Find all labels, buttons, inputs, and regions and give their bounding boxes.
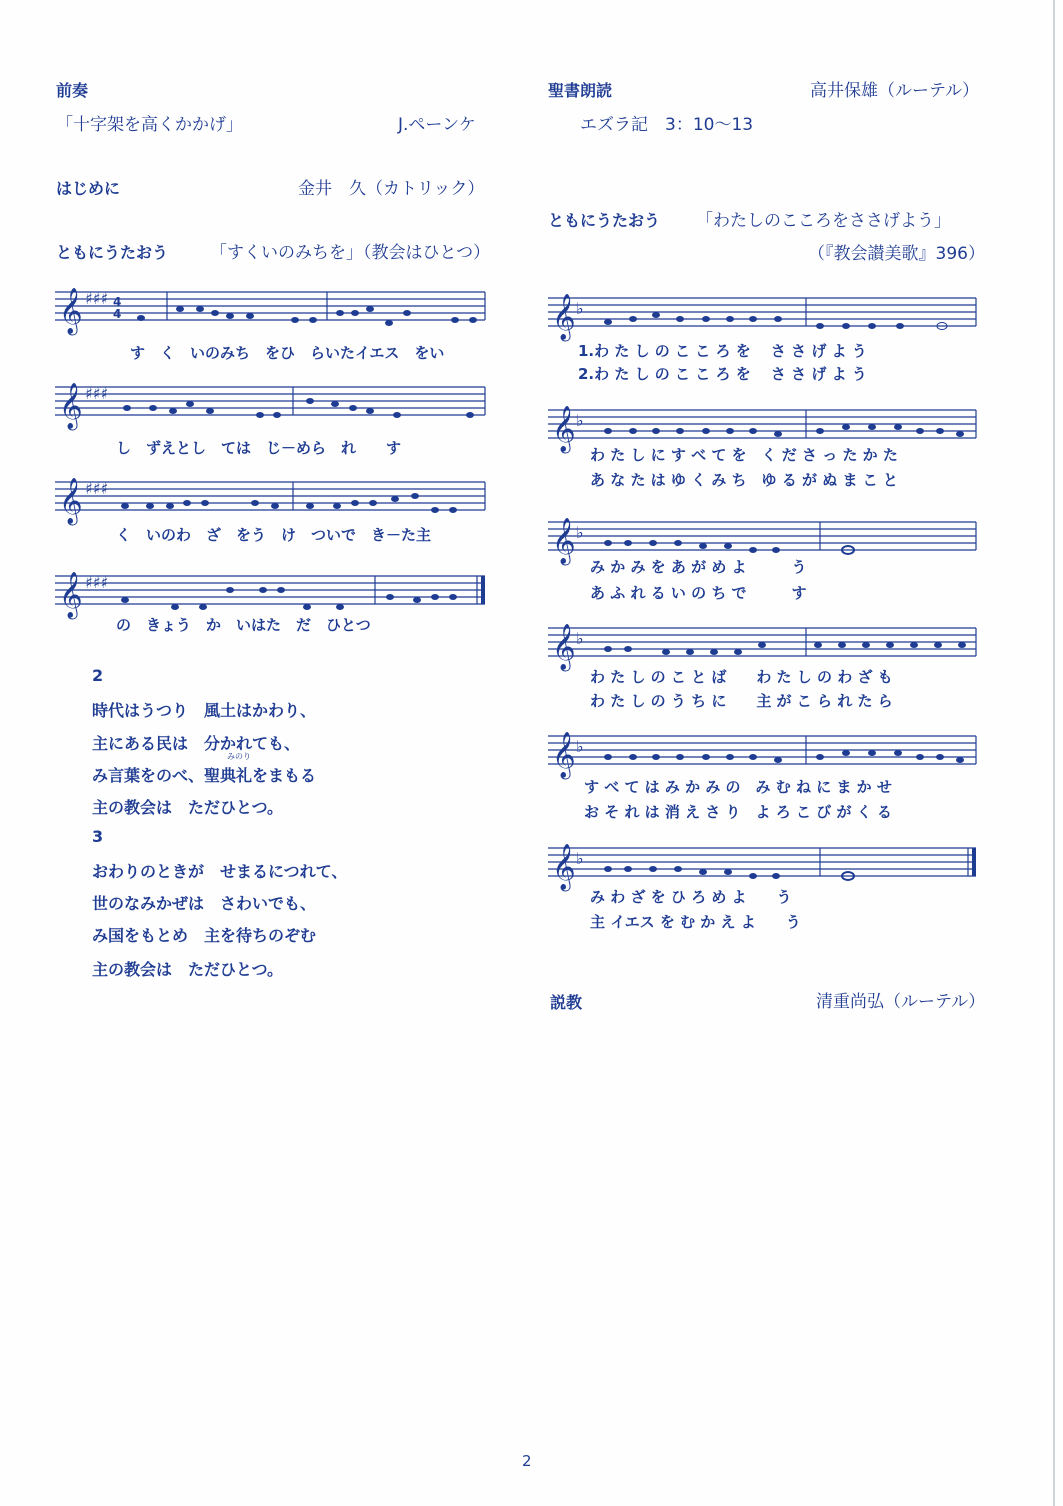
reading-passage: エズラ記 3：10～13 <box>580 115 754 135</box>
svg-text:♭: ♭ <box>576 737 584 756</box>
svg-text:𝄞: 𝄞 <box>59 478 83 524</box>
left-lyric-1: す く いのみち をひ らいたイエス をい <box>130 344 445 362</box>
right-lyric-6b: 主 イエス を む か え よ う <box>590 913 801 931</box>
svg-text:♯♯♯: ♯♯♯ <box>85 573 109 592</box>
sermon-heading: 説教 <box>550 993 583 1012</box>
left-lyric-3: く いのわ ざ をう け ついで き－た主 <box>116 526 432 544</box>
right-lyric-4a: わ た し の こ と ば わ た し の わ ざ も <box>590 668 893 686</box>
svg-text:4: 4 <box>113 295 122 309</box>
svg-text:♭: ♭ <box>576 411 584 430</box>
hymn1-title: 「すくいのみちを」（教会はひとつ） <box>210 243 491 263</box>
svg-text:♯♯♯: ♯♯♯ <box>85 384 109 403</box>
svg-text:♭: ♭ <box>576 629 584 648</box>
right-lyric-1b: 2.わ た し の こ こ ろ を さ さ げ よ う <box>578 365 867 383</box>
left-staff-4 <box>55 562 495 622</box>
right-staff-6 <box>548 834 984 894</box>
right-lyric-4b: わ た し の う ち に 主 が こ ら れ た ら <box>590 692 893 710</box>
verse-2-line-4: 主の教会は ただひとつ。 <box>92 798 284 817</box>
right-lyric-5a: す べ て は み か み の み む ね に ま か せ <box>584 778 892 796</box>
right-staff-5 <box>548 722 984 782</box>
svg-text:𝄞: 𝄞 <box>552 844 576 890</box>
verse-2-number: 2 <box>92 666 104 685</box>
verse-3-line-1: おわりのときが せまるにつれて、 <box>92 862 348 881</box>
page-edge <box>1053 0 1055 1506</box>
hymn1-heading: ともにうたおう <box>56 243 169 262</box>
hymn2-title: 「わたしのこころをささげよう」 <box>696 211 951 231</box>
right-lyric-6a: み わ ざ を ひ ろ め よ う <box>590 888 792 906</box>
prelude-heading: 前奏 <box>56 81 89 100</box>
right-staff-4 <box>548 614 984 674</box>
verse-3-line-2: 世のなみかぜは さわいでも、 <box>92 894 317 913</box>
verse-3-line-3: み国をもとめ 主を待ちのぞむ <box>92 926 317 945</box>
svg-text:♭: ♭ <box>576 299 584 318</box>
left-staff-2 <box>55 373 495 433</box>
page-number: 2 <box>522 1452 532 1470</box>
right-lyric-2b: あ な た は ゆ く み ち ゆ る が ぬ ま こ と <box>590 471 898 489</box>
intro-person: 金井 久（カトリック） <box>298 179 485 199</box>
reading-person: 高井保雄（ルーテル） <box>810 81 980 101</box>
left-staff-1 <box>55 278 495 338</box>
svg-text:♭: ♭ <box>576 849 584 868</box>
prelude-composer: J.ペーンケ <box>398 115 476 135</box>
left-lyric-4: の きょう か いはた だ ひとつ <box>116 616 371 634</box>
svg-text:𝄞: 𝄞 <box>552 732 576 778</box>
verse-2-line-3: み言葉をのべ、聖典礼をまもる <box>92 766 317 785</box>
left-lyric-2: し ずえとし ては じ－めら れ す <box>116 439 402 457</box>
svg-text:𝄞: 𝄞 <box>552 518 576 564</box>
svg-text:4: 4 <box>113 307 122 321</box>
svg-text:𝄞: 𝄞 <box>552 406 576 452</box>
right-lyric-2a: わ た し に す べ て を く だ さ っ た か た <box>590 446 898 464</box>
svg-text:𝄞: 𝄞 <box>59 572 83 618</box>
left-staff-3 <box>55 468 495 528</box>
verse-3-number: 3 <box>92 827 104 846</box>
verse-2-line-2: 主にある民は 分かれても、 <box>92 734 301 753</box>
hymn2-heading: ともにうたおう <box>548 211 661 230</box>
reading-heading: 聖書朗読 <box>548 81 613 100</box>
svg-text:♯♯♯: ♯♯♯ <box>85 289 109 308</box>
right-lyric-1a: 1.わ た し の こ こ ろ を さ さ げ よ う <box>578 342 867 360</box>
sermon-person: 清重尚弘（ルーテル） <box>816 992 986 1012</box>
ruby-text: みのり <box>227 752 251 761</box>
svg-text:𝄞: 𝄞 <box>552 294 576 340</box>
svg-text:𝄞: 𝄞 <box>552 624 576 670</box>
verse-2-line-1: 時代はうつり 風土はかわり、 <box>92 701 317 720</box>
svg-text:𝄞: 𝄞 <box>59 288 83 334</box>
intro-heading: はじめに <box>56 179 121 198</box>
svg-text:♯♯♯: ♯♯♯ <box>85 479 109 498</box>
svg-text:♭: ♭ <box>576 523 584 542</box>
right-lyric-5b: お そ れ は 消 え さ り よ ろ こ び が く る <box>584 803 892 821</box>
hymn2-source: （『教会讃美歌』396） <box>808 244 985 264</box>
prelude-title: 「十字架を高くかかげ」 <box>56 115 243 135</box>
right-lyric-3a: み か み を あ が め よ う <box>590 558 807 576</box>
svg-text:𝄞: 𝄞 <box>59 383 83 429</box>
right-staff-1 <box>548 284 984 344</box>
right-lyric-3b: あ ふ れ る い の ち で す <box>590 584 807 602</box>
verse-3-line-4: 主の教会は ただひとつ。 <box>92 960 284 979</box>
